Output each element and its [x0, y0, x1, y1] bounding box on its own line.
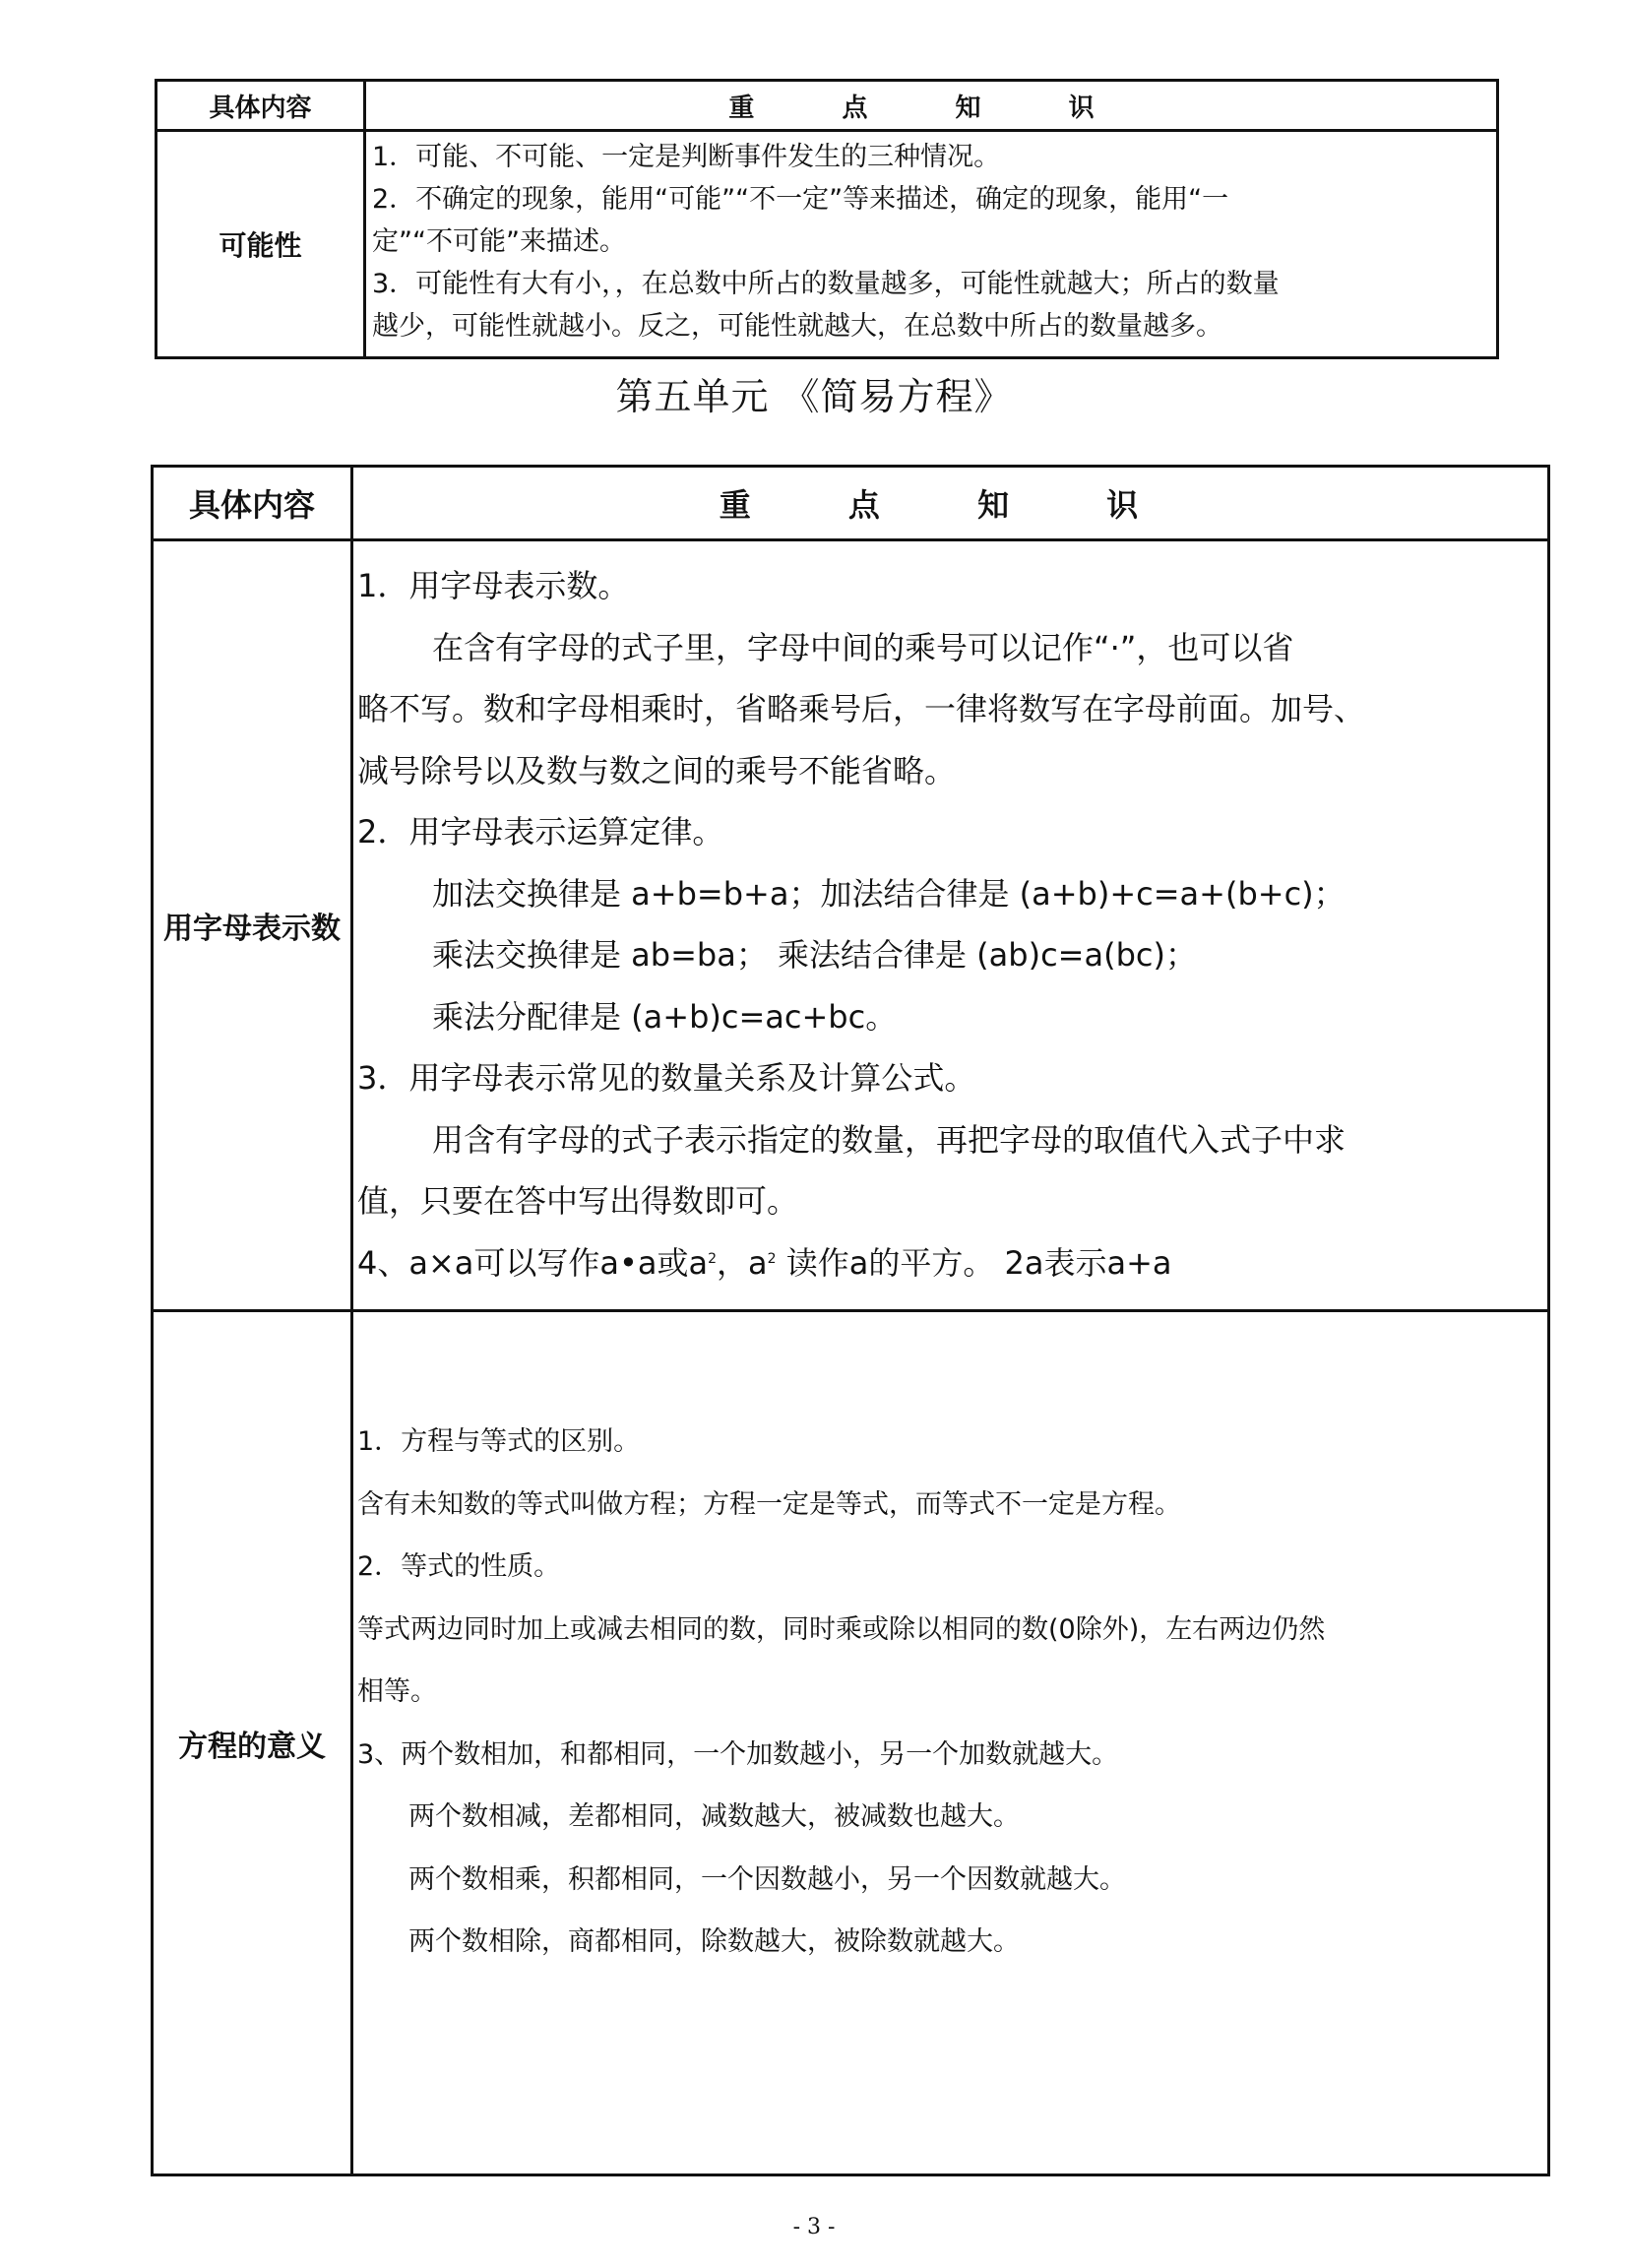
- row-label-text: 可能性: [219, 229, 302, 262]
- equation-knowledge-cell: [352, 1311, 1549, 2175]
- knowledge-line: 加法交换律是 a+b=b+a；加法结合律是 (a+b)+c=a+(b+c)；: [432, 874, 1346, 913]
- header-content-cell: [157, 81, 365, 131]
- square-text-part: ，a: [717, 1243, 768, 1282]
- knowledge-line: 两个数相乘，积都相同，一个因数越小，另一个因数就越大。: [408, 1863, 1126, 1895]
- knowledge-line: 含有未知数的等式叫做方程；方程一定是等式，而等式不一定是方程。: [357, 1488, 1181, 1520]
- header-knowledge-cell: [352, 467, 1549, 540]
- letters-knowledge-cell: [352, 540, 1549, 1311]
- knowledge-line: 减号除号以及数与数之间的乘号不能省略。: [357, 751, 957, 789]
- knowledge-line: 2．等式的性质。: [357, 1551, 561, 1582]
- knowledge-line: 3．可能性有大有小，，在总数中所占的数量越多，可能性就越大；所占的数量: [372, 269, 1280, 299]
- knowledge-line: 越少，可能性就越小。反之，可能性就越大，在总数中所占的数量越多。: [372, 311, 1222, 342]
- possibility-knowledge-cell: [365, 131, 1498, 358]
- knowledge-line: 2．不确定的现象，能用“可能”“不一定”等来描述，确定的现象，能用“一: [372, 184, 1229, 215]
- knowledge-line: 略不写。数和字母相乘时，省略乘号后，一律将数写在字母前面。加号、: [357, 690, 1366, 727]
- knowledge-line-square: [357, 1232, 1547, 1294]
- superscript: 2: [708, 1250, 718, 1267]
- knowledge-line: 1．可能、不可能、一定是判断事件发生的三种情况。: [372, 142, 1001, 172]
- knowledge-line: 3、两个数相加，和都相同，一个加数越小，另一个加数就越大。: [357, 1738, 1119, 1770]
- header-knowledge-cell: [365, 81, 1498, 131]
- row-label-letters: [153, 540, 352, 1311]
- knowledge-line: 1．方程与等式的区别。: [357, 1426, 641, 1457]
- knowledge-line: 相等。: [357, 1676, 437, 1707]
- knowledge-line: 两个数相减，差都相同，减数越大，被减数也越大。: [408, 1801, 1020, 1832]
- header-content-cell: [153, 467, 352, 540]
- header-content-label: 具体内容: [209, 93, 312, 123]
- row-label-text: 方程的意义: [178, 1729, 326, 1764]
- possibility-table: [155, 79, 1499, 359]
- header-knowledge-label: 重 点 知 识: [719, 486, 1182, 524]
- row-label-text: 用字母表示数: [163, 912, 341, 946]
- knowledge-line: 2．用字母表示运算定律。: [357, 813, 724, 850]
- knowledge-line: 用含有字母的式子表示指定的数量，再把字母的取值代入式子中求: [432, 1120, 1346, 1159]
- knowledge-line: 在含有字母的式子里，字母中间的乘号可以记作“·”，也可以省: [432, 628, 1294, 666]
- page-number: - 3 -: [792, 2215, 836, 2239]
- knowledge-line: 两个数相除，商都相同，除数越大，被除数就越大。: [408, 1926, 1020, 1957]
- row-label-equation: [153, 1311, 352, 2175]
- knowledge-line: 定”“不可能”来描述。: [372, 226, 626, 257]
- knowledge-line: 等式两边同时加上或减去相同的数，同时乘或除以相同的数(0除外)，左右两边仍然: [357, 1613, 1326, 1645]
- row-label-possibility: [157, 131, 365, 358]
- knowledge-line: 乘法分配律是 (a+b)c=ac+bc。: [432, 997, 898, 1036]
- square-text-part: 读作a的平方。 2a表示a+a: [776, 1243, 1172, 1282]
- knowledge-line: 1．用字母表示数。: [357, 567, 630, 604]
- knowledge-line: 乘法交换律是 ab=ba； 乘法结合律是 (ab)c=a(bc)；: [432, 936, 1197, 974]
- header-knowledge-label: 重 点 知 识: [728, 93, 1134, 123]
- simple-equation-table: [151, 465, 1550, 2176]
- knowledge-line: 值，只要在答中写出得数即可。: [357, 1182, 799, 1220]
- unit-title: 第五单元 《简易方程》: [615, 375, 1013, 418]
- square-text-part: 4、a×a可以写作a•a或a: [357, 1243, 709, 1282]
- knowledge-line: 3．用字母表示常见的数量关系及计算公式。: [357, 1059, 976, 1097]
- header-content-label: 具体内容: [188, 486, 315, 524]
- superscript: 2: [767, 1250, 777, 1267]
